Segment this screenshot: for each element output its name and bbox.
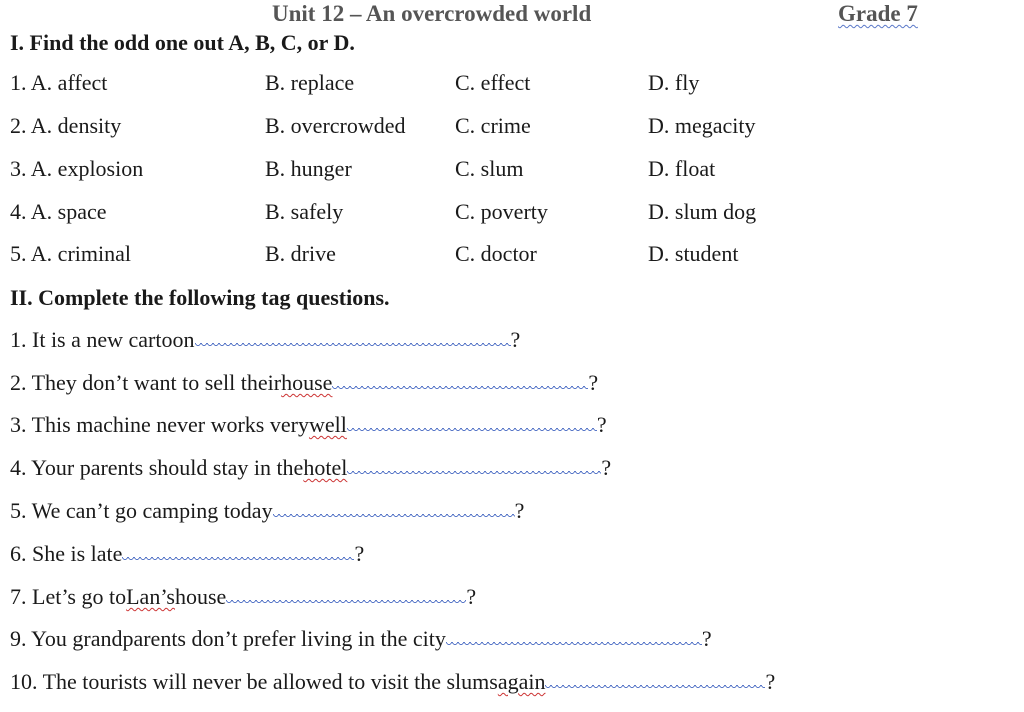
underlined-word: again <box>497 669 546 694</box>
answer-blank[interactable] <box>446 630 702 646</box>
answer-blank[interactable] <box>226 588 466 604</box>
tag-question-item <box>10 669 775 701</box>
question-mark: ? <box>354 541 365 566</box>
answer-blank[interactable] <box>347 459 601 475</box>
grade-label: Grade 7 <box>838 1 918 26</box>
question-mark: ? <box>596 412 607 437</box>
question-text: 4. Your parents should stay in the <box>10 455 304 480</box>
question-mark: ? <box>466 584 477 609</box>
odd-one-out-row <box>0 70 1024 100</box>
question-mark: ? <box>514 498 525 523</box>
question-text: 7. Let’s go to <box>10 584 127 609</box>
option-c: C. poverty <box>455 199 548 224</box>
option-d: D. float <box>648 156 716 181</box>
tag-question-item <box>10 498 524 530</box>
odd-one-out-row <box>0 241 1024 271</box>
question-text: 1. It is a new cartoon <box>10 327 195 352</box>
tag-question-item <box>10 412 607 444</box>
answer-blank[interactable] <box>347 416 597 432</box>
option-d: D. student <box>648 241 739 266</box>
option-c: C. doctor <box>455 241 537 266</box>
section-1-heading: I. Find the odd one out A, B, C, or D. <box>10 30 355 55</box>
tag-question-item <box>10 327 520 359</box>
question-text-tail: house <box>175 584 227 609</box>
option-c: C. crime <box>455 113 531 138</box>
tag-question-item <box>10 626 712 658</box>
underlined-word: Lan’s <box>126 584 175 609</box>
section-2-heading: II. Complete the following tag questions. <box>10 285 390 310</box>
odd-one-out-row <box>0 199 1024 229</box>
question-text: 2. They don’t want to sell their <box>10 370 282 395</box>
option-b: B. safely <box>265 199 344 224</box>
question-mark: ? <box>601 455 612 480</box>
question-text: 10. The tourists will never be allowed to visit the slums <box>10 669 498 694</box>
underlined-word: well <box>308 412 347 437</box>
option-b: B. replace <box>265 70 355 95</box>
underlined-word: house <box>281 370 333 395</box>
answer-blank[interactable] <box>195 331 511 347</box>
option-b: B. hunger <box>265 156 352 181</box>
worksheet-header <box>0 0 1024 30</box>
question-text: 6. She is late <box>10 541 123 566</box>
unit-title: Unit 12 – An overcrowded world <box>272 1 592 26</box>
answer-blank[interactable] <box>545 673 765 689</box>
option-d: D. slum dog <box>648 199 757 224</box>
question-text: 5. We can’t go camping today <box>10 498 273 523</box>
question-text: 9. You grandparents don’t prefer living in the city <box>10 626 446 651</box>
option-a: 3. A. explosion <box>10 156 144 181</box>
tag-question-item <box>10 541 364 573</box>
answer-blank[interactable] <box>332 374 588 390</box>
question-mark: ? <box>588 370 599 395</box>
option-a: 5. A. criminal <box>10 241 131 266</box>
option-d: D. megacity <box>648 113 756 138</box>
option-a: 2. A. density <box>10 113 122 138</box>
question-text: 3. This machine never works very <box>10 412 309 437</box>
option-b: B. overcrowded <box>265 113 406 138</box>
tag-question-item <box>10 584 476 616</box>
option-b: B. drive <box>265 241 336 266</box>
question-mark: ? <box>701 626 712 651</box>
option-c: C. slum <box>455 156 524 181</box>
underlined-word: hotel <box>303 455 348 480</box>
option-d: D. fly <box>648 70 700 95</box>
question-mark: ? <box>765 669 776 694</box>
answer-blank[interactable] <box>273 502 515 518</box>
tag-question-item <box>10 370 598 402</box>
option-a: 1. A. affect <box>10 70 108 95</box>
option-c: C. effect <box>455 70 531 95</box>
option-a: 4. A. space <box>10 199 107 224</box>
answer-blank[interactable] <box>122 545 354 561</box>
question-mark: ? <box>510 327 521 352</box>
odd-one-out-row <box>0 156 1024 186</box>
tag-question-item <box>10 455 611 487</box>
odd-one-out-row <box>0 113 1024 143</box>
